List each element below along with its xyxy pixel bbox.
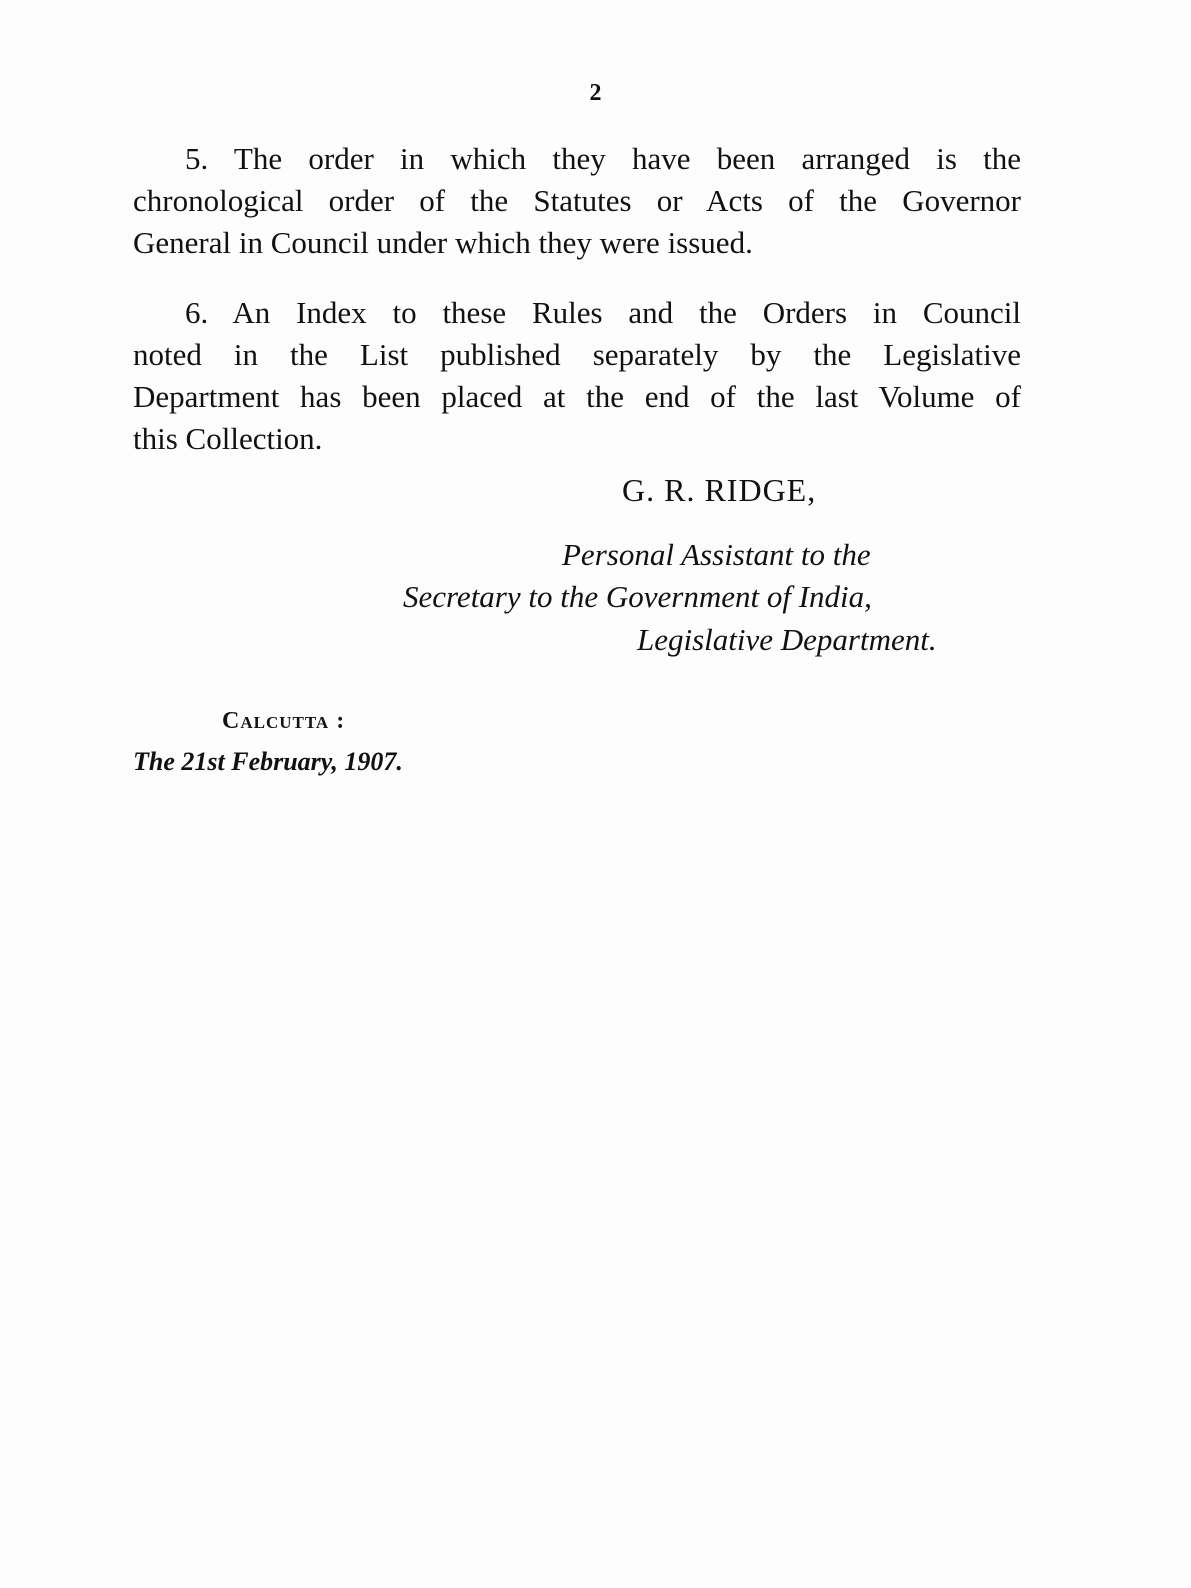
paragraph-line: General in Council under which they were issued.	[133, 225, 753, 260]
paragraph-line: noted in the List published separately by the Legislative	[133, 337, 1021, 372]
signatory-title-line: Legislative Department.	[637, 622, 937, 657]
signatory-title-line: Personal Assistant to the	[562, 537, 871, 572]
date-line: The 21st February, 1907.	[133, 747, 403, 776]
signatory-title-line: Secretary to the Government of India,	[403, 579, 872, 614]
paragraph-line: this Collection.	[133, 421, 323, 456]
paragraph-6	[133, 292, 1021, 460]
signatory-name: G. R. RIDGE,	[622, 472, 817, 508]
page-number: 2	[589, 80, 602, 106]
paragraph-line: 6. An Index to these Rules and the Orders in Council	[185, 295, 1021, 330]
paragraph-line: chronological order of the Statutes or Acts of the Governor	[133, 183, 1021, 218]
paragraph-line: 5. The order in which they have been arranged is the	[185, 141, 1021, 176]
paragraph-5	[133, 138, 1021, 264]
paragraph-line: Department has been placed at the end of the last Volume of	[133, 379, 1021, 414]
place-line: Calcutta :	[222, 708, 346, 734]
